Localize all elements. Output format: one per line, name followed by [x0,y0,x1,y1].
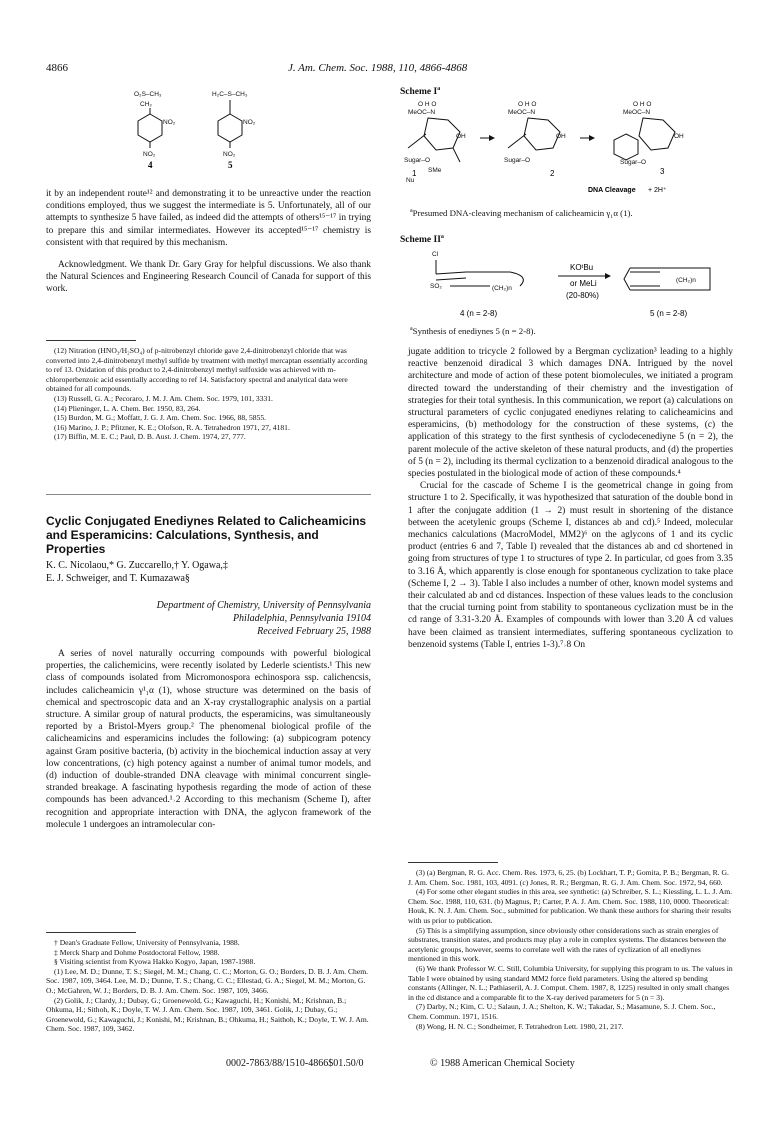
article-title: Cyclic Conjugated Enediynes Related to Calicheamicins and Esperamicins: Calculations, Synthesis, and Properties [46,514,367,556]
svg-text:1: 1 [412,169,417,178]
reference-16: (16) Marino, J. P.; Pfitzner, K. E.; Olofson, R. A. Tetrahedron 1971, 27, 4181. [54,422,290,432]
svg-text:or MeLi: or MeLi [570,279,597,288]
reference-13: (13) Russell, G. A.; Pecoraro, J. M. J. Am. Chem. Soc. 1979, 101, 3331. [54,393,273,403]
reference-17: (17) Biffin, M. E. C.; Paul, D. B. Aust. J. Chem. 1974, 27, 777. [54,432,246,442]
reference-8: (8) Wong, H. N. C.; Sondheimer, F. Tetrahedron Lett. 1980, 21, 217. [416,1021,624,1031]
scheme-1-caption: $^a$Presumed DNA-cleaving mechanism of calicheamicin γ₁α (1). [410,208,633,218]
reference-3: (3) (a) Bergman, R. G. Acc. Chem. Res. 1973, 6, 25. (b) Lockhart, T. P.; Gomita, P. B.; Bergman, R. G. J. Am. Chem. Soc. 1981, 103, 4091. (c) Jones, R. R.; Bergman, R. G. J. Am. Chem. Soc. 1972, 94, 660. [408,868,729,887]
svg-text:4 (n = 2-8): 4 (n = 2-8) [460,309,498,318]
svg-text:+ 2H⁺: + 2H⁺ [648,187,667,194]
svg-text:OH: OH [674,133,684,140]
c4-sulfonyl-label: O₂S–CH₃ [134,91,162,98]
received-date: Received February 25, 1988 [257,626,371,637]
running-header: J. Am. Chem. Soc. 1988, 110, 4866-4868 [288,62,468,74]
svg-text:O H O: O H O [633,101,652,108]
c4-no2-ortho: NO₂ [163,119,176,126]
affiliation-dept: Department of Chemistry, University of Pennsylvania [156,600,371,611]
svg-text:MeOC–N: MeOC–N [623,109,651,116]
authors-line-1: K. C. Nicolaou,* G. Zuccarello,† Y. Ogawa,‡ [46,560,228,571]
svg-text:KOᵗBu: KOᵗBu [570,263,594,272]
footnote-section: § Visiting scientist from Kyowa Hakko Kogyo, Japan, 1987-1988. [54,957,256,967]
c4-no2-para: NO₂ [143,151,156,158]
scheme-1-label: Scheme $I^a$ [400,86,441,98]
dna-cleavage-label: DNA Cleavage [588,187,636,194]
compound-4-number: 4 [148,160,153,170]
scheme-2-label: Scheme $II^a$ [400,234,444,246]
svg-text:3: 3 [660,167,665,176]
article-body-right [408,346,733,651]
footnote-rule-right [408,862,498,863]
svg-text:5 (n = 2-8): 5 (n = 2-8) [650,309,688,318]
svg-text:OH: OH [556,133,566,140]
svg-text:MeOC–N: MeOC–N [508,109,536,116]
footnote-rule [46,340,136,341]
c5-sulfur-label: H₂C–S–CH₃ [212,91,248,98]
structures-4-5 [130,88,290,180]
affiliation-city: Philadelphia, Pennsylvania 19104 [232,613,371,624]
svg-text:(CH₂)n: (CH₂)n [676,277,696,284]
article-separator [46,494,371,495]
compound-5-number: 5 [228,160,233,170]
left-references [46,346,371,442]
c4-ch2-label: CH₂ [140,101,152,108]
svg-text:Nu: Nu [406,177,415,184]
c5-no2-para: NO₂ [223,151,236,158]
svg-text:Sugar–O: Sugar–O [620,159,647,166]
scheme-1-diagram [398,98,738,196]
compound-5-structure [212,91,256,170]
left-top-text [46,188,371,296]
svg-text:(CH₂)n: (CH₂)n [492,285,512,292]
svg-text:MeOC–N: MeOC–N [408,109,436,116]
authors-line-2: E. J. Schweiger, and T. Kumazawa§ [46,573,190,584]
right-footnotes [408,868,733,1031]
svg-text:Cl: Cl [432,251,439,258]
svg-text:SO₂: SO₂ [430,283,442,290]
svg-text:Sugar–O: Sugar–O [404,157,431,164]
footnote-double-dagger: ‡ Merck Sharp and Dohme Postdoctoral Fellow, 1988. [54,947,220,957]
reference-1: (1) Lee, M. D.; Dunne, T. S.; Siegel, M. M.; Chang, C. C.; Morton, G. O.; Borders, D. B. J. Am. Chem. Soc. 1987, 109, 3464. Lee, M. D.; Dunne, T. S.; Chang, C. C.; Ellestad, G. A.; Siegel, M. M.; Morton, G. O.; McGahren, W. J.; Borders, D. B. J. Am. Chem. Soc. 1987, 109, 3466. [46,966,369,995]
scheme-2-diagram [410,246,730,322]
compound-4-structure [134,91,176,170]
svg-text:2: 2 [550,169,555,178]
svg-text:O H O: O H O [418,101,437,108]
acknowledgment: Acknowledgment. We thank Dr. Gary Gray for helpful discussions. We also thank the Natural Sciences and Engineering Research Council of Canada for support of this work. [46,260,371,295]
svg-text:SMe: SMe [428,167,442,174]
reference-7: (7) Darby, N.; Kim, C. U.; Salaun, J. A.; Shelton, K. W.; Takadar, S.; Masamune, S. J. Chem. Soc., Chem. Commun. 1971, 1516. [408,1002,716,1021]
compound-5-ring [624,268,710,318]
compound-4-ring [430,251,523,318]
article-body-left [46,648,371,831]
paragraph-continuation: it by an independent route¹² and demonstrating it to be unreactive under the reaction conditions employed, thus we suggest the intermediate is 5. Unfortunately, all of our attempts to synthesize 5 have failed, as indeed did the attempts of others¹⁵⁻¹⁷ in trying to prepare this and similar intermediates. However its accepted¹⁵⁻¹⁷ chemistry is consistent with that required by this mechanism. [46,189,371,248]
reference-5: (5) This is a simplifying assumption, since obviously other considerations such as strain energies of substrates, transition states, and products may play a role in complex systems. The distances between the acetylenic groups, however, seems to correlate well with the rates of cyclization of all enediynes mentioned in this work. [408,925,727,964]
reference-4: (4) For some other elegant studies in this area, see synthetic: (a) Schreiber, S. L.; Kiessling, L. L. J. Am. Chem. Soc. 1988, 110, 631. (b) Magnus, P.; Carter, P. A. J. Am. Chem. Soc. 1988, 110, 0000. Theoretical: Houk, K. N. J. Am. Chem. Soc., submitted for publication. We thank these authors for sharing their results with us prior to publication. [408,887,733,925]
scheme-2-reagents [558,263,610,300]
reference-14: (14) Plieninger, L. A. Chem. Ber. 1950, 83, 264. [54,403,201,413]
footnote-rule-2 [46,932,136,933]
reference-6: (6) We thank Professor W. C. Still, Columbia University, for supplying this program to us. The values in Table I were obtained by using standard MM2 force field parameters. Using the altered sp bending constants (Allinger, N. L.; Pathiaseril, A. J. Comput. Chem. 1987, 8, 1225) resulted in only small changes in the cd distance and a comparable fit to the X-ray derived parameters for 5 (n = 3). [408,963,733,1002]
page-number: 4866 [46,62,68,74]
reference-12: (12) Nitration (HNO₃/H₂SO₄) of p-nitrobenzyl chloride gave 2,4-dinitrobenzyl chloride that was converted into 2,4-dinitrobenzyl methyl sulfide by treatment with methyl mercaptan essentially according to ref 13. Oxidation of this product to 2,4-dinitrobenzyl methyl sulfoxide was achieved with m-chloroperbenzoic acid essentially according to ref 14. Satisfactory spectral and analytical data were obtained for all compounds. [46,346,368,394]
svg-text:Sugar–O: Sugar–O [504,157,531,164]
scheme-1-structure-1 [404,101,466,184]
left-footnotes [46,938,371,1034]
svg-text:O H O: O H O [518,101,537,108]
reference-15: (15) Burdon, M. G.; Moffatt, J. G. J. Am. Chem. Soc. 1966, 88, 5855. [54,413,267,423]
svg-text:OH: OH [456,133,466,140]
c5-no2-ortho: NO₂ [243,119,256,126]
scheme-1-structure-2 [504,101,566,178]
reference-2: (2) Golik, J.; Clardy, J.; Dubay, G.; Groenewold, G.; Kawaguchi, H.; Konishi, M.; Krishnan, B.; Ohkuma, H.; Sithoh, K.; Doyle, T. W. J. Am. Chem. Soc. 1987, 109, 3461. Golik, J.; Dubay, G.; Groenewold, G.; Kawaguchi, J.; Konishi, M.; Krishnan, B.; Ohkuma, H.; Saithoh, K.; Doyle, T. W. J. Am. Chem. Soc. 1987, 109, 3462. [46,995,369,1034]
footer-code: 0002-7863/88/1510-4866$01.50/0 [226,1058,364,1069]
svg-text:(20-80%): (20-80%) [566,291,599,300]
body-paragraph-2: Crucial for the cascade of Scheme I is the geometrical change in going from structure 1 to 2. Specifically, it was hypothesized that saturation of the double bond in 1 after the conjugate addition (1 → 2) must result in shortening of the distance between the acetylenic groups (Scheme I, distances ab and cd).⁵ Indeed, molecular mechanics calculations (MacroModel, MM2)⁶ on the aglycons of 1 and its cyclic product (entries 6 and 7, Table I) revealed that the distances ab and cd shortened in going from structures of type 1 to structures of type 2. In particular, cd goes from 3.35 to 3.16 Å, which apparently is close enough for spontaneous cyclization to take place (Scheme I, 2 → 3). Table I also includes a number of other, known model systems and their calculated ab and cd distances. Inspection of these values leads to the conclusion that the crucial turning point from stability to spontaneous cyclization must be in the cd range of 3.31-3.20 Å. Examples of compounds with lower than 3.20 Å cd values have been claimed as transient intermediates, suffering spontaneous cyclization to benzenoid systems (Table I, entries 1-3).⁷˒8 On [408,481,733,650]
footnote-dagger: † Dean's Graduate Fellow, University of Pennsylvania, 1988. [54,938,240,947]
scheme-2-caption: $^a$Synthesis of enediynes 5 (n = 2-8). [410,326,536,336]
scheme-1-structure-3 [614,101,684,176]
body-paragraph-1: jugate addition to tricycle 2 followed by a Bergman cyclization³ leading to a highly reactive benzenoid diradical 3 which damages DNA. Intrigued by the novel architecture and mode of action of these potent biomolecules, we initiated a program directed toward the understanding of their chemistry and the investigation of strategies for their total synthesis. In this communication, we report (a) calculations on structural parameters of cyclic conjugated enediynes relating to calicheamicins and esperamicins, (b) methodology for the construction of these systems, (c) the application of this strategy to the first synthesis of cyclodecenediyne 5 (n = 2), the parent molecule of the active skeleton of these natural products, and (d) the properties of 5 (n = 2), including its thermal cyclization to a benzenoid diradical analogous to the species postulated in the biological mode of action of these compounds.⁴ [408,347,733,480]
footer-copyright: © 1988 American Chemical Society [430,1058,575,1069]
intro-paragraph: A series of novel naturally occurring compounds with powerful biological properties, the calichemicins, were recently isolated by Lederle scientists.¹ This new class of compounds isolated from Micromonospora echinospora ssp. calichencsis, includes calicheamicin γ¹₁α (1), whose structure was determined on the basis of chemical and spectroscopic data and an X-ray crystallographic analysis on a partial structure. A similar group of natural products, the esperamicins, was simultaneously reported by a Bristol-Myers group.² The phenomenal biological profile of the calicheamicins and esperamicins includes the following: (a) subpicogram potency against Gram positive bacteria, (b) activity in the biochemical induction assay at very low concentrations, (c) high potency against a number of animal tumor models, and (d) induction of double-stranded DNA cleavage with minimal concurrent single-stranded breakage. A fascinating hypothesis regarding the mode of action of these compounds has been advanced.¹˒2 According to this mechanism (Scheme I), after recognition and appropriate interaction with DNA, the aglycon framework of the molecule 1 undergoes an intramolecular con- [46,649,371,830]
